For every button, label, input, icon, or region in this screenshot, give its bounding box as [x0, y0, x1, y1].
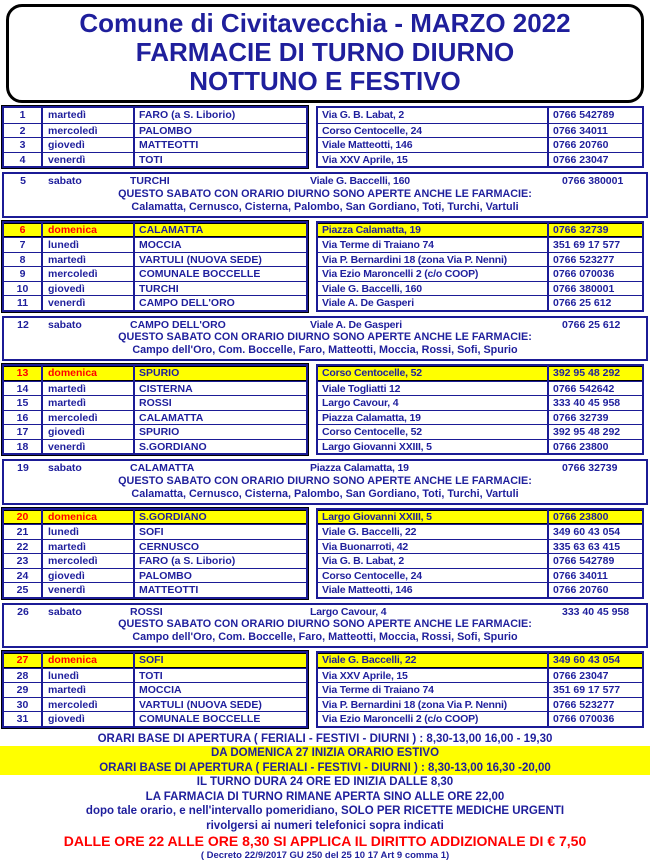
cell-pharmacy-name: VARTULI (NUOVA SEDE) [139, 698, 262, 711]
cell-day-name: martedì [43, 396, 135, 410]
cell-pharmacy-name: MATTEOTTI [139, 139, 199, 151]
cell-pharmacy-name: PALOMBO [139, 124, 192, 137]
cell-day-number: 24 [4, 569, 43, 583]
table-row [4, 553, 306, 568]
cell-day-number: 16 [4, 411, 43, 425]
cell-address: Corso Centocelle, 24 [318, 124, 549, 138]
cell-pharmacy-name: CAMPO DELL'ORO [139, 297, 235, 309]
cell-address: Viale G. Baccelli, 22 [318, 525, 549, 539]
table-row [318, 266, 642, 281]
footer-night-surcharge: DALLE ORE 22 ALLE ORE 8,30 SI APPLICA IL DIRITTO ADDIZIONALE DI € 7,50 [63, 833, 587, 849]
footer-urgent-prescriptions: dopo tale orario, e nell'intervallo pomeridiano, SOLO PER RICETTE MEDICHE URGENTI [85, 805, 565, 817]
cell-day-number: 1 [4, 108, 43, 123]
table-row [4, 281, 306, 296]
cell-pharmacy-name: TURCHI [130, 175, 170, 187]
cell-address: Largo Cavour, 4 [310, 605, 387, 618]
page-title-municipality: Comune di Civitavecchia - MARZO 2022 [79, 8, 571, 38]
table-row [4, 510, 306, 525]
table-row [4, 424, 306, 439]
cell-day-number: 13 [4, 366, 43, 381]
cell-phone: 0766 23800 [553, 440, 609, 453]
cell-phone: 351 69 17 577 [553, 684, 621, 696]
cell-day-number: 7 [4, 238, 43, 252]
cell-phone: 0766 34011 [553, 569, 608, 582]
table-row [4, 366, 306, 381]
cell-day-number: 20 [4, 510, 43, 525]
cell-day-number: 9 [4, 267, 43, 281]
cell-day-name: mercoledì [43, 554, 135, 568]
cell-phone: 333 40 45 958 [553, 397, 621, 409]
table-row [4, 668, 306, 683]
cell-phone: 0766 20760 [553, 584, 609, 596]
cell-pharmacy-name: TOTI [139, 153, 163, 166]
table-row [4, 223, 306, 238]
table-row [318, 108, 642, 123]
cell-day-number: 6 [4, 223, 43, 238]
duty-table-left [2, 221, 308, 312]
cell-day-number: 8 [4, 253, 43, 267]
table-row [318, 439, 642, 454]
cell-phone: 0766 523277 [553, 253, 615, 266]
cell-pharmacy-name: MOCCIA [139, 684, 182, 696]
cell-pharmacy-name: COMUNALE BOCCELLE [139, 713, 261, 725]
saturday-row [4, 462, 646, 475]
saturday-block [2, 316, 648, 362]
table-row [318, 223, 642, 238]
cell-address: Piazza Calamatta, 19 [318, 411, 549, 425]
cell-phone: 0766 523277 [553, 698, 615, 711]
cell-pharmacy-name: FARO (a S. Liborio) [139, 109, 236, 121]
cell-address: Via P. Bernardini 18 (zona Via P. Nenni) [318, 253, 549, 267]
cell-day-name: martedì [43, 253, 135, 267]
cell-day-name: mercoledì [43, 267, 135, 281]
footer [0, 732, 650, 863]
cell-day-number: 4 [4, 153, 43, 167]
week-section [2, 651, 648, 728]
table-row [4, 137, 306, 152]
cell-day-name: sabato [48, 175, 82, 187]
cell-address: Largo Giovanni XXIII, 5 [318, 440, 549, 454]
cell-phone: 0766 34011 [553, 124, 608, 137]
table-row [4, 123, 306, 138]
cell-phone: 0766 23047 [553, 669, 609, 682]
cell-phone: 0766 23047 [553, 153, 609, 166]
cell-pharmacy-name: MOCCIA [139, 239, 182, 251]
cell-pharmacy-name: SPURIO [139, 426, 180, 438]
duty-table-left [2, 106, 308, 168]
table-row [4, 711, 306, 726]
duty-table-right [316, 651, 644, 728]
page-title-subject-2: NOTTUNO E FESTIVO [189, 66, 461, 96]
cell-pharmacy-name: PALOMBO [139, 569, 192, 582]
cell-phone: 0766 380001 [562, 175, 624, 187]
saturday-block [2, 459, 648, 505]
cell-day-number: 27 [4, 653, 43, 668]
cell-day-number: 18 [4, 440, 43, 454]
cell-address: Via G. B. Labat, 2 [318, 108, 549, 123]
table-row [4, 697, 306, 712]
cell-phone: 0766 070036 [553, 713, 615, 725]
table-row [318, 366, 642, 381]
cell-pharmacy-name: ROSSI [130, 605, 163, 618]
cell-pharmacy-name: TURCHI [139, 282, 179, 295]
cell-address: Largo Cavour, 4 [318, 396, 549, 410]
table-row [318, 152, 642, 167]
cell-phone: 392 95 48 292 [553, 426, 621, 438]
saturday-notice-heading: QUESTO SABATO CON ORARIO DIURNO SONO APERTE ANCHE LE FARMACIE: [118, 187, 532, 200]
table-row [318, 123, 642, 138]
duty-table-right [316, 106, 644, 168]
cell-phone: 335 63 63 415 [553, 540, 621, 553]
table-row [318, 697, 642, 712]
table-row [4, 395, 306, 410]
cell-address: Viale Matteotti, 146 [318, 583, 549, 597]
cell-phone: 0766 542642 [553, 382, 615, 395]
cell-day-number: 11 [4, 296, 43, 310]
saturday-notice-heading: QUESTO SABATO CON ORARIO DIURNO SONO APERTE ANCHE LE FARMACIE: [118, 331, 532, 343]
table-row [318, 524, 642, 539]
cell-phone: 0766 20760 [553, 139, 609, 151]
cell-day-name: venerdì [43, 296, 135, 310]
cell-day-name: mercoledì [43, 411, 135, 425]
cell-day-number: 5 [20, 175, 26, 187]
cell-day-name: sabato [48, 462, 82, 474]
table-row [318, 295, 642, 310]
schedule-sections [0, 106, 650, 728]
cell-phone: 0766 380001 [553, 282, 615, 295]
cell-day-name: lunedì [43, 238, 135, 252]
cell-day-number: 22 [4, 540, 43, 554]
table-row [318, 410, 642, 425]
table-row [4, 252, 306, 267]
cell-address: Corso Centocelle, 52 [318, 425, 549, 439]
cell-address: Viale Togliatti 12 [318, 382, 549, 396]
cell-phone: 349 60 43 054 [553, 654, 621, 666]
table-row [318, 237, 642, 252]
cell-address: Via G. B. Labat, 2 [318, 554, 549, 568]
page-title-subject: FARMACIE DI TURNO DIURNO [135, 37, 515, 67]
cell-day-number: 12 [17, 318, 29, 331]
footer-decree-reference: ( Decreto 22/9/2017 GU 250 del 25 10 17 Art 9 comma 1) [200, 850, 450, 861]
cell-day-name: lunedì [43, 525, 135, 539]
cell-day-number: 25 [4, 583, 43, 597]
cell-phone: 0766 25 612 [553, 297, 612, 309]
cell-day-name: martedì [43, 108, 135, 123]
cell-phone: 0766 542789 [553, 109, 615, 121]
table-row [318, 510, 642, 525]
cell-phone: 0766 070036 [553, 268, 615, 280]
cell-day-number: 15 [4, 396, 43, 410]
cell-address: Via Terme di Traiano 74 [318, 683, 549, 697]
cell-pharmacy-name: CALAMATTA [139, 411, 204, 424]
saturday-open-pharmacies: Campo dell'Oro, Com. Boccelle, Faro, Matteotti, Moccia, Rossi, Sofi, Spurio [132, 631, 518, 643]
table-row [318, 252, 642, 267]
table-row [318, 539, 642, 554]
cell-address: Via Terme di Traiano 74 [318, 238, 549, 252]
week-section [2, 364, 648, 455]
cell-day-number: 26 [17, 605, 29, 618]
cell-pharmacy-name: TOTI [139, 669, 163, 682]
cell-pharmacy-name: FARO (a S. Liborio) [139, 555, 236, 567]
cell-address: Via XXV Aprile, 15 [318, 153, 549, 167]
cell-day-name: martedì [43, 382, 135, 396]
cell-phone: 0766 542789 [553, 555, 615, 567]
cell-address: Piazza Calamatta, 19 [310, 462, 409, 474]
cell-day-name: giovedì [43, 138, 135, 152]
cell-day-name: giovedì [43, 425, 135, 439]
saturday-block [2, 172, 648, 218]
cell-pharmacy-name: SOFI [139, 526, 164, 538]
cell-day-number: 3 [4, 138, 43, 152]
cell-phone: 333 40 45 958 [562, 605, 630, 618]
table-row [4, 410, 306, 425]
cell-day-name: lunedì [43, 669, 135, 683]
duty-table-right [316, 221, 644, 312]
table-row [4, 653, 306, 668]
cell-address: Largo Giovanni XXIII, 5 [318, 510, 549, 525]
table-row [318, 553, 642, 568]
cell-day-name: martedì [43, 683, 135, 697]
cell-pharmacy-name: CALAMATTA [139, 223, 204, 236]
table-row [318, 381, 642, 396]
cell-day-number: 23 [4, 554, 43, 568]
saturday-row [4, 606, 646, 619]
duty-table-right [316, 508, 644, 599]
table-row [318, 395, 642, 410]
cell-phone: 0766 32739 [562, 462, 618, 474]
duty-table-left [2, 651, 308, 728]
week-section [2, 106, 648, 168]
cell-address: Viale Matteotti, 146 [318, 138, 549, 152]
table-row [318, 582, 642, 597]
cell-day-name: sabato [48, 605, 82, 618]
cell-day-number: 21 [4, 525, 43, 539]
cell-address: Viale G. Baccelli, 22 [318, 653, 549, 668]
cell-address: Via Ezio Maroncelli 2 (c/o COOP) [318, 267, 549, 281]
cell-day-name: domenica [43, 510, 135, 525]
table-row [4, 539, 306, 554]
duty-table-right [316, 364, 644, 455]
cell-address: Piazza Calamatta, 19 [318, 223, 549, 238]
cell-pharmacy-name: CERNUSCO [139, 540, 200, 553]
duty-table-left [2, 364, 308, 455]
cell-day-name: mercoledì [43, 124, 135, 138]
table-row [318, 281, 642, 296]
footer-shift-duration: IL TURNO DURA 24 ORE ED INIZIA DALLE 8,30 [196, 776, 454, 788]
table-row [4, 568, 306, 583]
table-row [4, 295, 306, 310]
table-row [4, 381, 306, 396]
cell-day-number: 10 [4, 282, 43, 296]
cell-day-number: 31 [4, 712, 43, 726]
saturday-open-pharmacies: Campo dell'Oro, Com. Boccelle, Faro, Matteotti, Moccia, Rossi, Sofi, Spurio [132, 344, 518, 356]
footer-base-hours: ORARI BASE DI APERTURA ( FERIALI - FESTIVI - DIURNI ) : 8,30-13,00 16,00 - 19,30 [97, 732, 553, 745]
cell-day-name: domenica [43, 223, 135, 238]
cell-phone: 351 69 17 577 [553, 239, 621, 251]
cell-pharmacy-name: CALAMATTA [130, 462, 195, 474]
cell-pharmacy-name: ROSSI [139, 397, 172, 409]
saturday-notice-heading: QUESTO SABATO CON ORARIO DIURNO SONO APERTE ANCHE LE FARMACIE: [118, 618, 532, 630]
cell-day-name: venerdì [43, 583, 135, 597]
cell-pharmacy-name: VARTULI (NUOVA SEDE) [139, 253, 262, 266]
cell-day-name: giovedì [43, 569, 135, 583]
table-row [318, 682, 642, 697]
table-row [4, 152, 306, 167]
cell-address: Via XXV Aprile, 15 [318, 669, 549, 683]
cell-address: Viale A. De Gasperi [318, 296, 549, 310]
footer-summer-start: DA DOMENICA 27 INIZIA ORARIO ESTIVO [210, 747, 440, 759]
saturday-block [2, 603, 648, 649]
cell-address: Via Ezio Maroncelli 2 (c/o COOP) [318, 712, 549, 726]
saturday-open-pharmacies: Calamatta, Cernusco, Cisterna, Palombo, San Gordiano, Toti, Turchi, Vartuli [131, 200, 519, 213]
table-row [4, 266, 306, 281]
cell-pharmacy-name: SOFI [139, 654, 164, 666]
saturday-open-pharmacies: Calamatta, Cernusco, Cisterna, Palombo, San Gordiano, Toti, Turchi, Vartuli [131, 487, 519, 500]
cell-day-number: 2 [4, 124, 43, 138]
cell-pharmacy-name: CISTERNA [139, 382, 193, 395]
cell-day-name: sabato [48, 318, 82, 331]
cell-address: Via P. Bernardini 18 (zona Via P. Nenni) [318, 698, 549, 712]
cell-address: Corso Centocelle, 52 [318, 366, 549, 381]
cell-day-number: 28 [4, 669, 43, 683]
cell-day-name: giovedì [43, 282, 135, 296]
cell-phone: 349 60 43 054 [553, 526, 621, 538]
footer-summer-band [0, 746, 650, 775]
cell-pharmacy-name: S.GORDIANO [139, 440, 207, 453]
cell-phone: 392 95 48 292 [553, 367, 621, 379]
cell-pharmacy-name: S.GORDIANO [139, 510, 207, 523]
duty-table-left [2, 508, 308, 599]
cell-phone: 0766 32739 [553, 411, 609, 424]
table-row [4, 108, 306, 123]
cell-pharmacy-name: CAMPO DELL'ORO [130, 318, 226, 331]
table-row [318, 653, 642, 668]
cell-pharmacy-name: COMUNALE BOCCELLE [139, 268, 261, 280]
table-row [4, 524, 306, 539]
cell-day-name: domenica [43, 653, 135, 668]
cell-day-name: mercoledì [43, 698, 135, 712]
cell-day-number: 29 [4, 683, 43, 697]
cell-day-name: martedì [43, 540, 135, 554]
cell-address: Viale A. De Gasperi [310, 318, 402, 331]
week-section [2, 221, 648, 312]
cell-pharmacy-name: SPURIO [139, 367, 180, 379]
cell-phone: 0766 32739 [553, 223, 609, 236]
cell-address: Viale G. Baccelli, 160 [310, 175, 410, 187]
saturday-notice-heading: QUESTO SABATO CON ORARIO DIURNO SONO APERTE ANCHE LE FARMACIE: [118, 474, 532, 487]
title-box [6, 4, 644, 103]
table-row [318, 568, 642, 583]
cell-day-name: venerdì [43, 153, 135, 167]
cell-phone: 0766 23800 [553, 510, 609, 523]
footer-contact-instruction: rivolgersi ai numeri telefonici sopra indicati [206, 819, 444, 832]
cell-address: Corso Centocelle, 24 [318, 569, 549, 583]
cell-day-number: 30 [4, 698, 43, 712]
week-section [2, 508, 648, 599]
cell-day-number: 17 [4, 425, 43, 439]
cell-day-name: domenica [43, 366, 135, 381]
cell-phone: 0766 25 612 [562, 318, 621, 331]
cell-day-name: venerdì [43, 440, 135, 454]
table-row [318, 711, 642, 726]
footer-open-until: LA FARMACIA DI TURNO RIMANE APERTA SINO ALLE ORE 22,00 [145, 790, 505, 803]
table-row [318, 137, 642, 152]
table-row [4, 439, 306, 454]
cell-day-name: giovedì [43, 712, 135, 726]
table-row [318, 424, 642, 439]
saturday-row [4, 319, 646, 332]
cell-address: Via Buonarroti, 42 [318, 540, 549, 554]
cell-day-number: 19 [17, 462, 29, 474]
cell-address: Viale G. Baccelli, 160 [318, 282, 549, 296]
table-row [4, 237, 306, 252]
table-row [4, 682, 306, 697]
cell-day-number: 14 [4, 382, 43, 396]
cell-pharmacy-name: MATTEOTTI [139, 584, 199, 596]
table-row [318, 668, 642, 683]
table-row [4, 582, 306, 597]
footer-summer-hours: ORARI BASE DI APERTURA ( FERIALI - FESTIVI - DIURNI ) : 8,30-13,00 16,30 -20,00 [99, 761, 551, 774]
saturday-row [4, 175, 646, 188]
